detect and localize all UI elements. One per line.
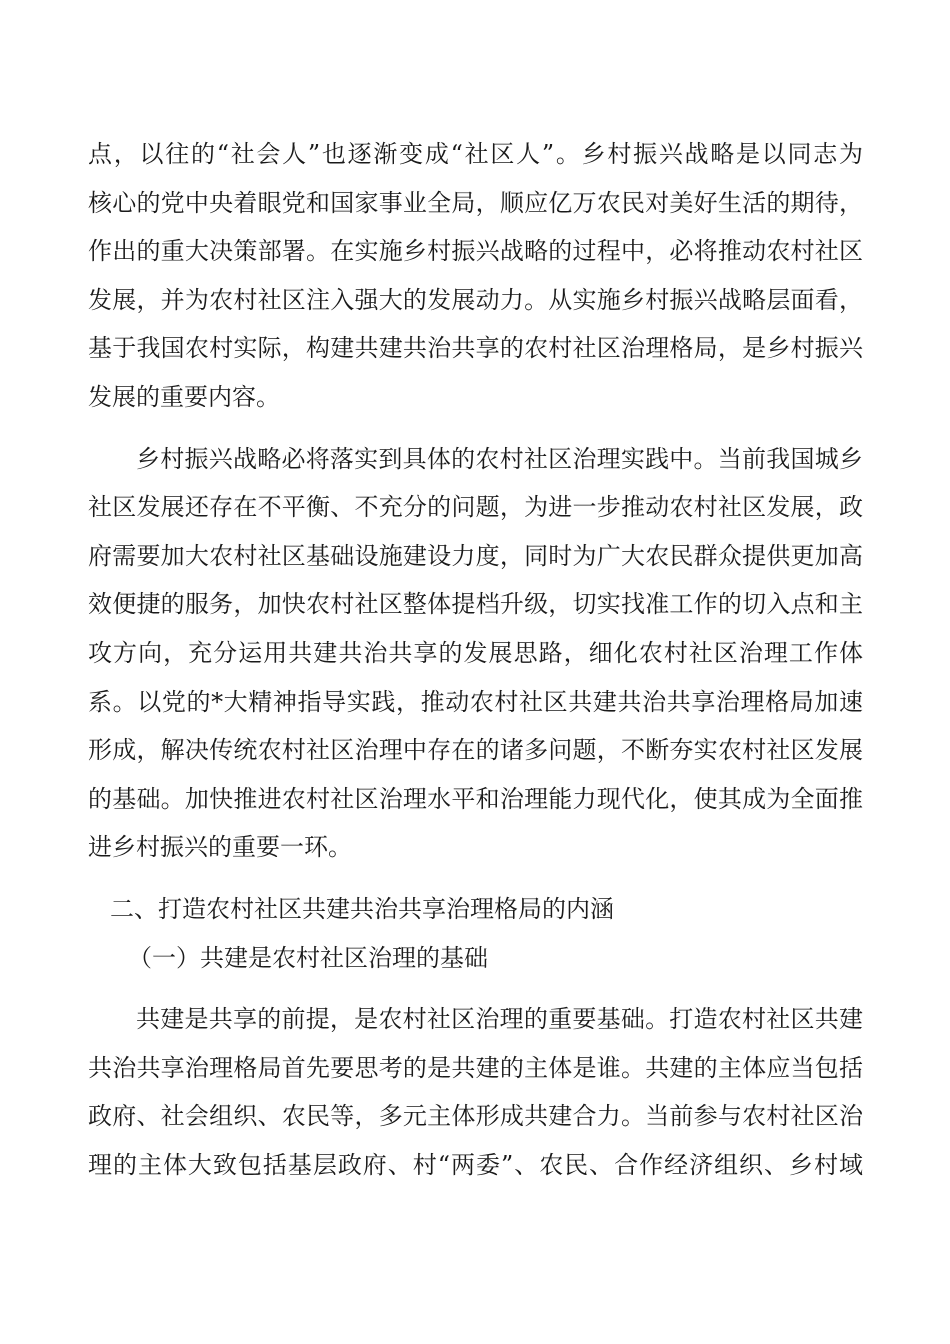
text-line: 基于我国农村实际，构建共建共治共享的农村社区治理格局，是乡村振兴 [88,334,863,363]
section-heading [88,885,863,934]
paragraph [88,995,863,1189]
text-line: 社区发展还存在不平衡、不充分的问题，为进一步推动农村社区发展，政 [88,493,863,522]
text-line: 共治共享治理格局首先要思考的是共建的主体是谁。共建的主体应当包括 [88,1053,863,1082]
text-line: 形成，解决传统农村社区治理中存在的诸多问题，不断夯实农村社区发展 [88,736,863,765]
text-line: 发展，并为农村社区注入强大的发展动力。从实施乡村振兴战略层面看， [88,285,863,314]
text-line: 作出的重大决策部署。在实施乡村振兴战略的过程中，必将推动农村社区 [88,237,863,266]
text-line: 效便捷的服务，加快农村社区整体提档升级，切实找准工作的切入点和主 [88,590,863,619]
heading-text: （一）共建是农村社区治理的基础 [128,943,488,972]
paragraph [88,130,863,422]
text-line: 共建是共享的前提，是农村社区治理的重要基础。打造农村社区共建 [136,1005,863,1034]
paragraph [88,435,863,872]
heading-text: 二、打造农村社区共建共治共享治理格局的内涵 [110,894,614,923]
text-line: 进乡村振兴的重要一环。 [88,833,352,862]
paragraph-spacing [88,982,863,995]
text-line: 理的主体大致包括基层政府、村“两委”、农民、合作经济组织、乡村域 [88,1150,863,1179]
paragraph-spacing [88,422,863,435]
text-line: 乡村振兴战略必将落实到具体的农村社区治理实践中。当前我国城乡 [136,444,863,473]
text-line: 攻方向，充分运用共建共治共享的发展思路，细化农村社区治理工作体 [88,638,863,667]
text-line: 府需要加大农村社区基础设施建设力度，同时为广大农民群众提供更加高 [88,541,863,570]
paragraph-spacing [88,872,863,885]
subsection-heading [88,934,863,983]
text-line: 的基础。加快推进农村社区治理水平和治理能力现代化，使其成为全面推 [88,784,863,813]
text-line: 点，以往的“社会人”也逐渐变成“社区人”。乡村振兴战略是以同志为 [88,140,863,168]
document-body [88,130,863,1189]
text-line: 系。以党的*大精神指导实践，推动农村社区共建共治共享治理格局加速 [88,687,863,716]
text-line: 核心的党中央着眼党和国家事业全局，顺应亿万农民对美好生活的期待， [88,188,863,217]
text-line: 政府、社会组织、农民等，多元主体形成共建合力。当前参与农村社区治 [88,1102,863,1131]
text-line: 发展的重要内容。 [88,382,280,411]
